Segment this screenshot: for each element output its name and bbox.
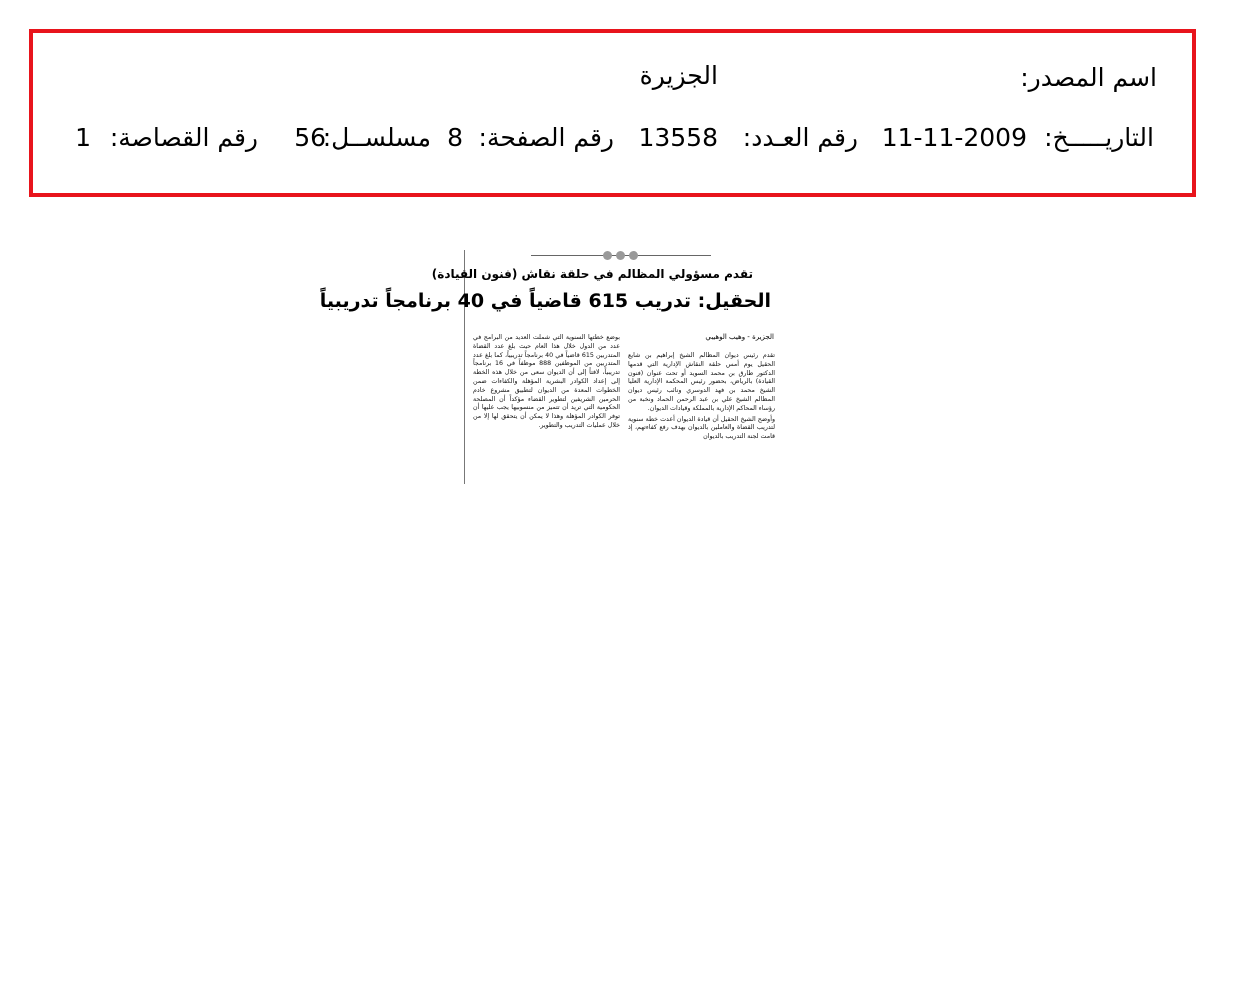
serial-label: مسلســل: [322, 123, 431, 152]
article-kicker: تقدم مسؤولي المظالم في حلقة نقاش (فنون القيادة) [431, 267, 753, 281]
clip-label: رقم القصاصة: [109, 123, 258, 152]
source-value: الجزيرة [639, 61, 718, 90]
page-label: رقم الصفحة: [478, 123, 614, 152]
clip-value: 1 [75, 123, 91, 152]
source-info-box [29, 29, 1196, 197]
article-byline: الجزيرة - وهيب الوهيبي [705, 333, 774, 341]
title-ornament [531, 255, 711, 256]
serial-value: 56 [294, 123, 326, 152]
source-label: اسم المصدر: [1020, 63, 1157, 92]
ornament-dot [603, 251, 612, 260]
clipping-edge-rule [464, 250, 465, 484]
article-column-right [628, 352, 775, 444]
article-paragraph: وأوضح الشيخ الحقيل أن قيادة الديوان أعدت خطة سنوية لتدريب القضاة والعاملين بالديوان بهدف رفع كفاءتهم، إذ قامت لجنة التدريب بالديوان [628, 415, 775, 441]
date-label: التاريـــــخ: [1044, 123, 1154, 152]
page-value: 8 [447, 123, 463, 152]
ornament-dot [616, 251, 625, 260]
newspaper-clipping [319, 250, 778, 484]
ornament-dot [629, 251, 638, 260]
article-paragraph: بوضع خطتها السنوية التي شملت العديد من البرامج في عدد من الدول خلال هذا العام حيث بلغ عدد القضاة المتدربين 615 قاضياً في 40 برنامجاً تدريبياً، كما بلغ عدد المتدربين من الموظفين 888 موظفاً في 16 برنامجاً تدريبياً، لافتاً إلى أن الديوان سعى من خلال هذه الخطة إلى إعداد الكوادر البشرية المؤهلة والكفاءات ضمن الخطوات المعدة من الديوان لتطبيق مشروع خادم الحرمين الشريفين لتطوير القضاء مؤكداً أن المصلحة الحكومية التي تريد أن تتميز من منسوبيها يجب عليها أن توفر الكوادر المؤهلة وهذا لا يمكن أن يتحقق لها إلا من خلال عمليات التدريب والتطوير. [473, 334, 620, 429]
issue-value: 13558 [638, 123, 718, 152]
article-paragraph: تقدم رئيس ديوان المظالم الشيخ إبراهيم بن شايع الحقيل يوم أمس حلقة النقاش الإدارية التي قدمها الدكتور طارق بن محمد السويد أو تحت عنوان (فنون القيادة) بالرياض، بحضور رئيس المحكمة الإدارية العليا الشيخ محمد بن فهد الدوسري ونائب رئيس ديوان المظالم الشيخ علي بن عبد الرحمن الحماد ونخبة من رؤساء المحاكم الإدارية بالمملكة وقيادات الديوان. [628, 352, 775, 412]
article-column-left [473, 334, 620, 433]
article-headline: الحقيل: تدريب 615 قاضياً في 40 برنامجاً تدريبياً [319, 290, 771, 312]
date-value: 11-11-2009 [881, 123, 1027, 152]
issue-label: رقم العـدد: [742, 123, 858, 152]
